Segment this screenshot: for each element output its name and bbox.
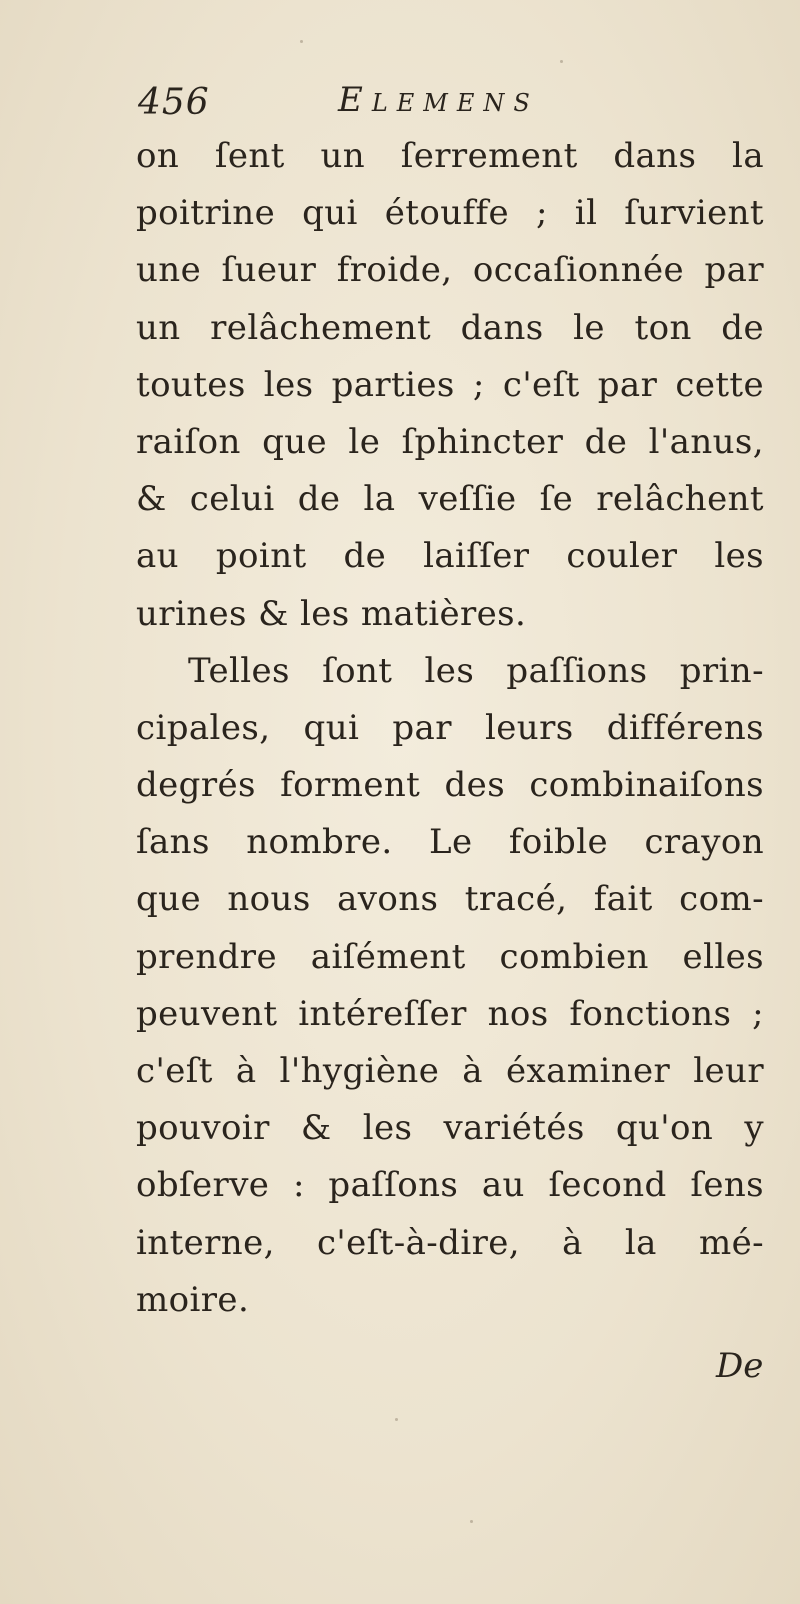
paper-speck (560, 60, 563, 63)
page-number: 456 (138, 82, 210, 123)
text-line: degrés forment des combinaiſons (136, 765, 764, 806)
text-line: au point de laiſſer couler les (136, 536, 764, 577)
text-line: urines & les matières. (136, 593, 527, 634)
text-line: moire. (136, 1279, 250, 1320)
text-line: raiſon que le ſphincter de l'anus, (136, 421, 764, 462)
text-line: Telles ſont les paſſions prin- (188, 650, 764, 691)
paper-speck (300, 40, 303, 43)
body-text (136, 128, 764, 1329)
text-line: interne, c'eſt-à-dire, à la mé- (136, 1222, 764, 1263)
text-line: pouvoir & les variétés qu'on y (136, 1108, 764, 1149)
text-line: obſerve : paſſons au ſecond ſens (136, 1165, 764, 1206)
running-head: Elemens (338, 80, 539, 120)
text-line: ſans nombre. Le foible crayon (136, 822, 764, 863)
text-line: que nous avons tracé, fait com- (136, 879, 764, 920)
text-line: poitrine qui étouffe ; il ſurvient (136, 193, 764, 234)
page-header (138, 74, 778, 130)
text-line: on ſent un ſerrement dans la (136, 136, 764, 176)
paper-speck (470, 1520, 473, 1523)
text-line: & celui de la veſſie ſe relâchent (136, 479, 764, 520)
catchword: De (716, 1346, 764, 1386)
text-line: une ſueur froide, occaſionnée par (136, 250, 764, 291)
text-line: peuvent intéreſſer nos fonctions ; (136, 993, 764, 1034)
text-line: cipales, qui par leurs différens (136, 707, 764, 748)
text-line: prendre aiſément combien elles (136, 936, 764, 977)
text-line: un relâchement dans le ton de (136, 307, 764, 348)
text-line: c'eſt à l'hygiène à éxaminer leur (136, 1051, 764, 1091)
text-line: toutes les parties ; c'eſt par cette (136, 364, 764, 405)
paper-speck (395, 1418, 398, 1421)
